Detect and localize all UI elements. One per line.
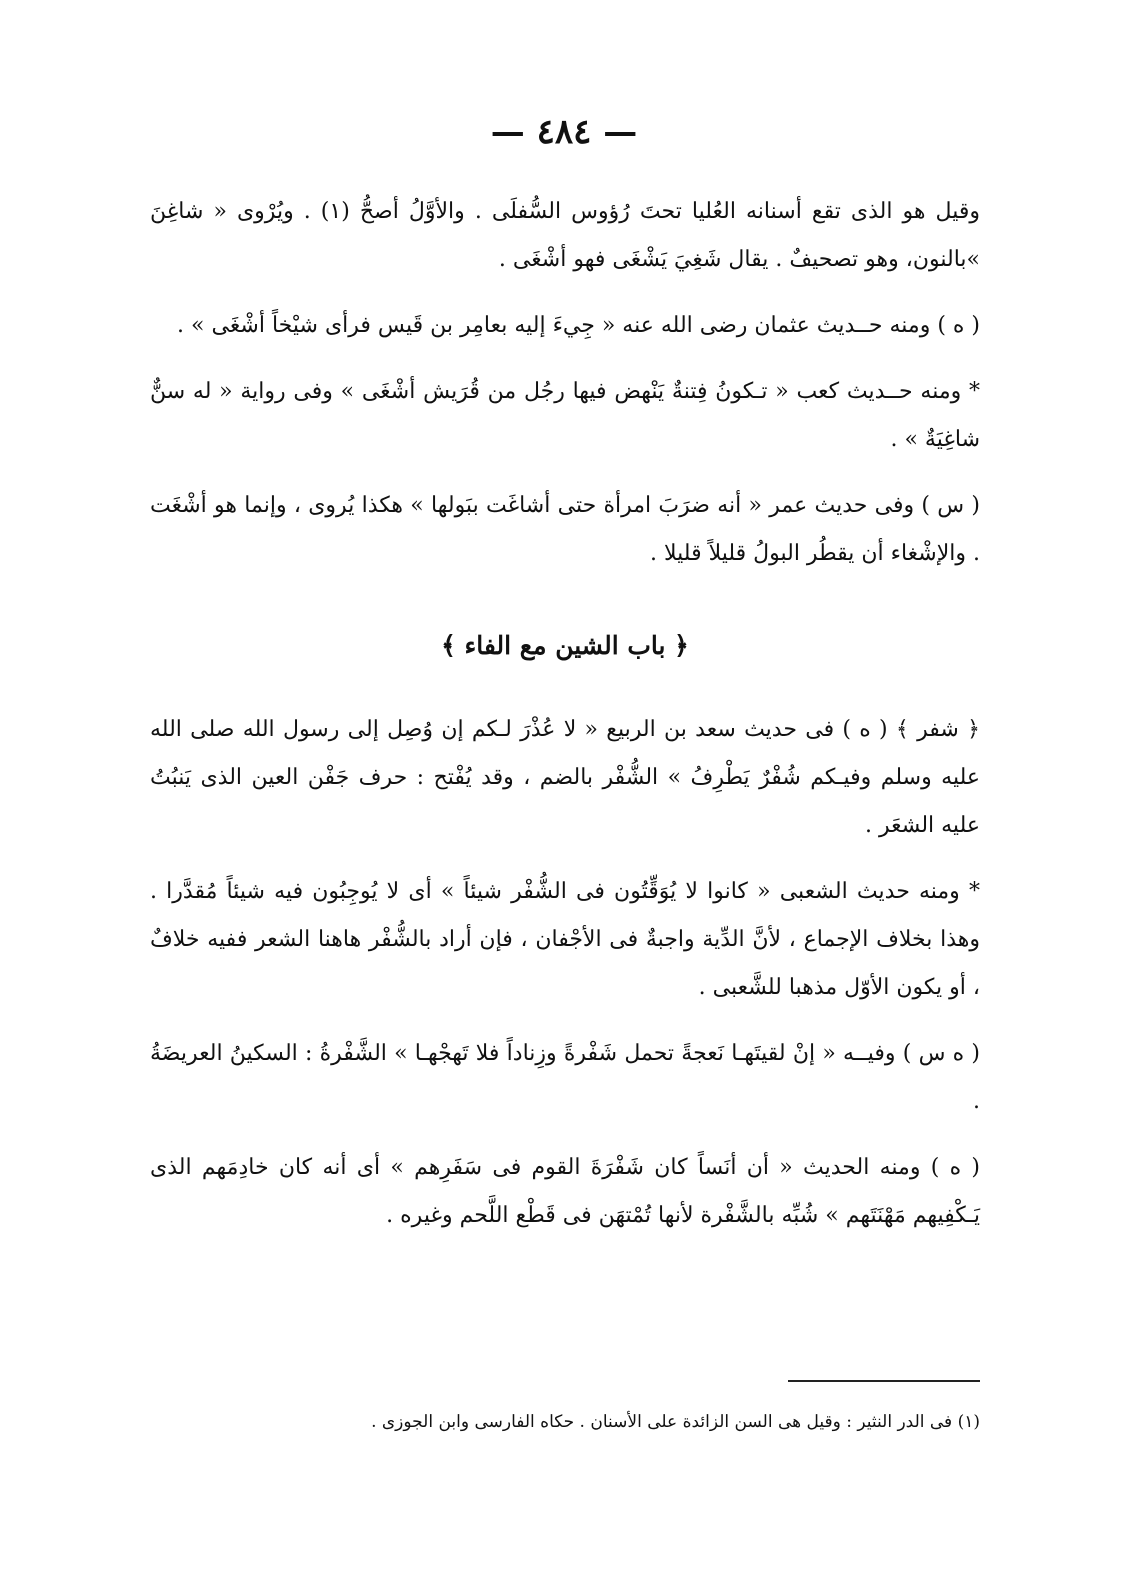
page-number: — ٤٨٤ — [490,112,638,152]
body-text [150,188,980,1258]
paragraph: * ومنه حــديث كعب « تـكونُ فِتنةٌ يَنْهض فيها رجُل من قُرَيش أشْغَى » وفى رواية « له سنٌّ شاغِيَةٌ » . [150,379,980,452]
paragraph: ﴿ شفر ﴾ ( ه ) فى حديث سعد بن الربيع « لا عُذْرَ لـكم إن وُصِل إلى رسول الله صلى الله عليه وسلم وفيـكم شُفْرٌ يَطْرِفُ » الشُّفْر بالضم ، وقد يُفْتح : حرف جَفْن العين الذى يَنبُتُ عليه الشعَر . [150,717,980,838]
paragraph: ( ه ) ومنه حــديث عثمان رضى الله عنه « جِيءَ إليه بعامِر بن قَيس فرأى شيْخاً أشْغَى » . [177,313,980,338]
paragraph: * ومنه حديث الشعبى « كانوا لا يُوَقِّتُون فى الشُّفْر شيئاً » أى لا يُوجِبُون فيه شيئاً مُقدَّرا . وهذا بخلاف الإجماع ، لأنَّ الدِّية واجبةٌ فى الأجْفان ، فإن أراد بالشُّفْر هاهنا الشعر ففيه خلافٌ ، أو يكون الأوّل مذهبا للشَّعبى . [150,879,980,1000]
footnote-divider [788,1380,980,1382]
paragraph: وقيل هو الذى تقع أسنانه العُليا تحتَ رُؤوس السُّفلَى . والأوَّلُ أصحُّ (١) . ويُرْوى « شاغِنَ »بالنون، وهو تصحيفٌ . يقال شَغِيَ يَشْغَى فهو أشْغَى . [150,199,980,272]
paragraph: ( س ) وفى حديث عمر « أنه ضرَبَ امرأة حتى أشاغَت ببَولها » هكذا يُروى ، وإنما هو أشْغَت . والإشْغاء أن يقطُر البولُ قليلاً قليلا . [150,493,980,566]
paragraph: ( ه س ) وفيــه « إنْ لقيتَهـا نَعجةً تحمل شَفْرةً وزِناداً فلا تَهجْهـا » الشَّفْرةُ : السكينُ العريضَةُ . [150,1041,980,1114]
paragraph: ( ه ) ومنه الحديث « أن أنَساً كان شَفْرَةَ القوم فى سَفَرِهم » أى أنه كان خادِمَهم الذى يَـكْفِيهم مَهْنَتَهم » شُبِّه بالشَّفْرة لأنها تُمْتهَن فى قَطْع اللَّحم وغيره . [150,1155,980,1228]
section-heading: ﴿ باب الشين مع الفاء ﴾ [441,631,689,660]
footnote: (١) فى الدر النثير : وقيل هى السن الزائدة على الأسنان . حكاه الفارسى وابن الجوزى . [371,1412,980,1432]
